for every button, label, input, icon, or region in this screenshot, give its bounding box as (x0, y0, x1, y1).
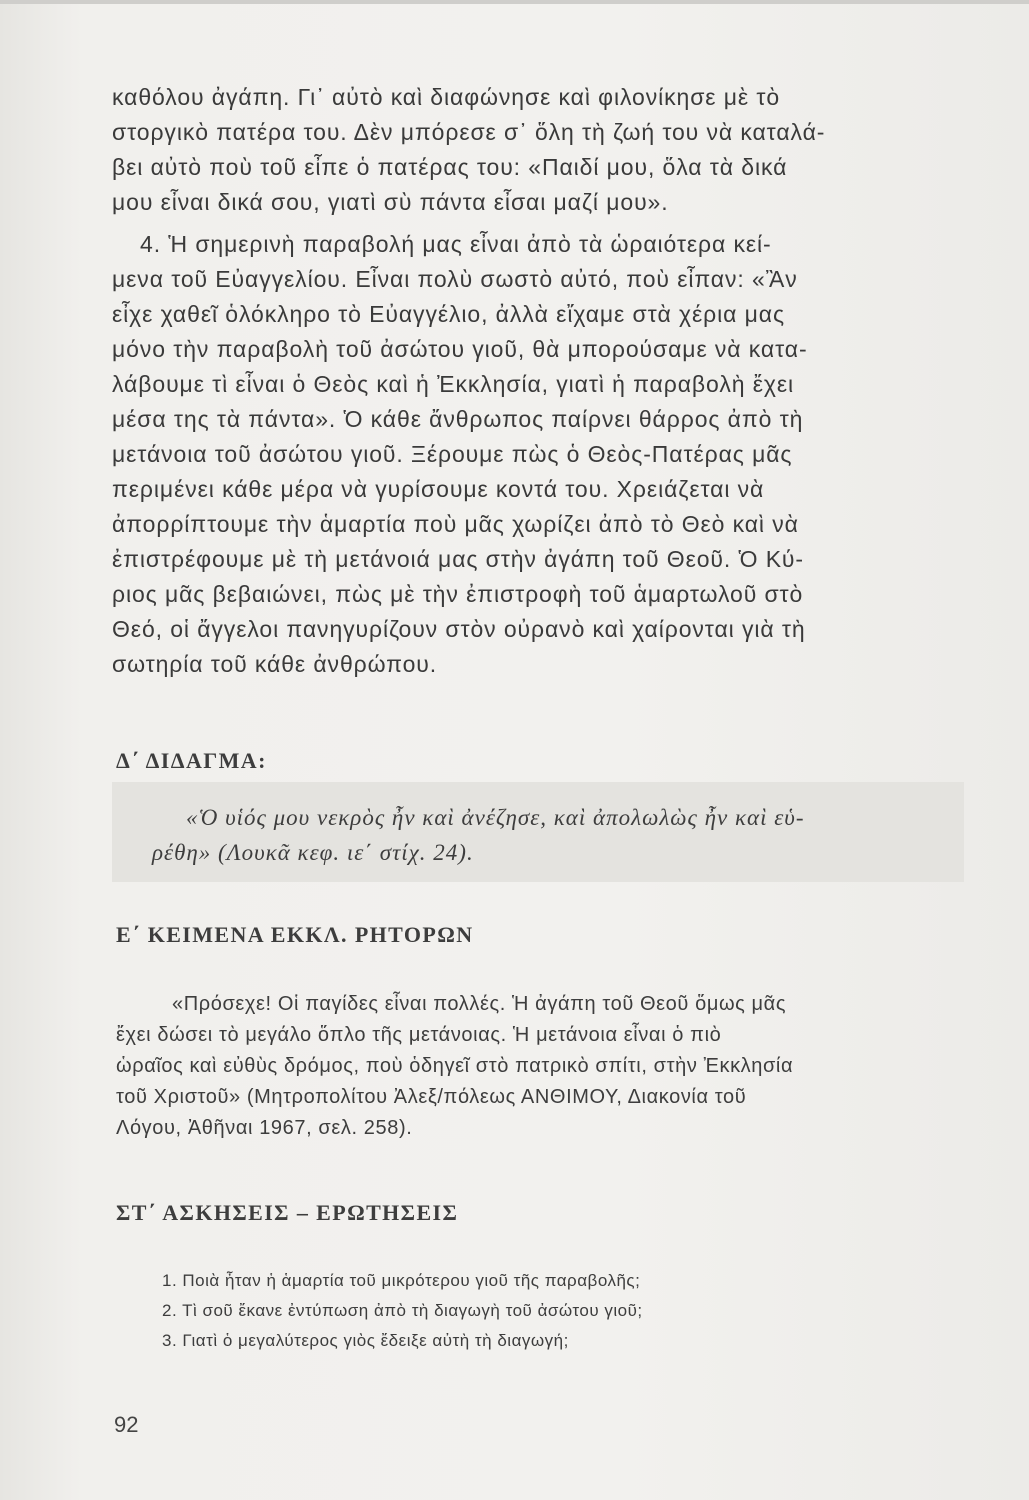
text-line: 4. Ἡ σημερινὴ παραβολή μας εἶναι ἀπὸ τὰ ὡραιότερα κεί- (140, 231, 772, 257)
text-line: καθόλου ἀγάπη. Γι᾽ αὐτὸ καὶ διαφώνησε καὶ φιλονίκησε μὲ τὸ (112, 84, 781, 110)
text-line: ὡραῖος καὶ εὐθὺς δρόμος, ποὺ ὁδηγεῖ στὸ πατρικὸ σπίτι, στὴν Ἐκκλησία (116, 1055, 794, 1077)
text-line: «Πρόσεχε! Οἱ παγίδες εἶναι πολλές. Ἡ ἀγάπη τοῦ Θεοῦ ὅμως μᾶς (172, 993, 787, 1015)
text-line: βει αὐτὸ ποὺ τοῦ εἶπε ὁ πατέρας του: «Παιδί μου, ὅλα τὰ δικά (112, 154, 788, 180)
question-list (162, 1266, 643, 1356)
text-line: λάβουμε τὶ εἶναι ὁ Θεὸς καὶ ἡ Ἐκκλησία, γιατὶ ἡ παραβολὴ ἔχει (112, 371, 794, 397)
section-heading-didagma: Δ΄ ΔΙΔΑΓΜΑ: (116, 748, 267, 773)
text-line: σωτηρία τοῦ κάθε ἀνθρώπου. (112, 651, 438, 677)
text-line: ἀπορρίπτουμε τὴν ἁμαρτία ποὺ μᾶς χωρίζει ἀπὸ τὸ Θεὸ καὶ νὰ (112, 511, 799, 537)
scripture-quote (152, 800, 966, 870)
text-line: τοῦ Χριστοῦ» (Μητροπολίτου Ἀλεξ/πόλεως ΑΝΘΙΜΟΥ, Διακονία τοῦ (116, 1086, 747, 1108)
list-item: 3. Γιατὶ ὁ μεγαλύτερος γιὸς ἔδειξε αὐτὴ τὴ διαγωγή; (162, 1331, 569, 1350)
section-heading-askiseis: ΣΤ΄ ΑΣΚΗΣΕΙΣ – ΕΡΩΤΗΣΕΙΣ (116, 1200, 459, 1225)
paragraph-continuation (112, 80, 964, 220)
text-line: μετάνοια τοῦ ἀσώτου γιοῦ. Ξέρουμε πὼς ὁ Θεὸς-Πατέρας μᾶς (112, 441, 793, 467)
rhetor-citation (116, 989, 966, 1144)
section-heading-keimena: Ε΄ ΚΕΙΜΕΝΑ ΕΚΚΛ. ΡΗΤΟΡΩΝ (116, 922, 474, 947)
text-line: μόνο τὴν παραβολὴ τοῦ ἀσώτου γιοῦ, θὰ μπορούσαμε νὰ κατα- (112, 336, 808, 362)
text-line: ἔχει δώσει τὸ μεγάλο ὅπλο τῆς μετάνοιας. Ἡ μετάνοια εἶναι ὁ πιὸ (116, 1024, 722, 1046)
text-line: μενα τοῦ Εὐαγγελίου. Εἶναι πολὺ σωστὸ αὐτό, ποὺ εἶπαν: «Ἂν (112, 266, 798, 292)
text-line: Θεό, οἱ ἄγγελοι πανηγυρίζουν στὸν οὐρανὸ καὶ χαίρονται γιὰ τὴ (112, 616, 806, 642)
quote-line: «Ὁ υἱός μου νεκρὸς ἦν καὶ ἀνέζησε, καὶ ἀπολωλὼς ἦν καὶ εὑ- (186, 805, 805, 830)
text-line: ριος μᾶς βεβαιώνει, πὼς μὲ τὴν ἐπιστροφὴ τοῦ ἁμαρτωλοῦ στὸ (112, 581, 804, 607)
text-line: ἐπιστρέφουμε μὲ τὴ μετάνοιά μας στὴν ἀγάπη τοῦ Θεοῦ. Ὁ Κύ- (112, 546, 804, 572)
page-edge (0, 0, 1029, 4)
text-line: εἶχε χαθεῖ ὁλόκληρο τὸ Εὐαγγέλιο, ἀλλὰ εἴχαμε στὰ χέρια μας (112, 301, 785, 327)
quote-line: ρέθη» (Λουκᾶ κεφ. ιε΄ στίχ. 24). (152, 840, 474, 865)
text-line: μου εἶναι δικά σου, γιατὶ σὺ πάντα εἶσαι μαζί μου». (112, 189, 669, 215)
list-item: 2. Τὶ σοῦ ἔκανε ἐντύπωση ἀπὸ τὴ διαγωγὴ τοῦ ἀσώτου γιοῦ; (162, 1301, 643, 1320)
text-line: μέσα της τὰ πάντα». Ὁ κάθε ἄνθρωπος παίρνει θάρρος ἀπὸ τὴ (112, 406, 804, 432)
text-line: Λόγου, Ἀθῆναι 1967, σελ. 258). (116, 1117, 413, 1139)
paragraph-4 (112, 227, 964, 682)
text-line: στοργικὸ πατέρα του. Δὲν μπόρεσε σ᾽ ὅλη τὴ ζωή του νὰ καταλά- (112, 119, 826, 145)
list-item: 1. Ποιὰ ἦταν ἡ ἁμαρτία τοῦ μικρότερου γιοῦ τῆς παραβολῆς; (162, 1271, 641, 1290)
text-line: περιμένει κάθε μέρα νὰ γυρίσουμε κοντά του. Χρειάζεται νὰ (112, 476, 765, 502)
page-number: 92 (114, 1412, 139, 1437)
